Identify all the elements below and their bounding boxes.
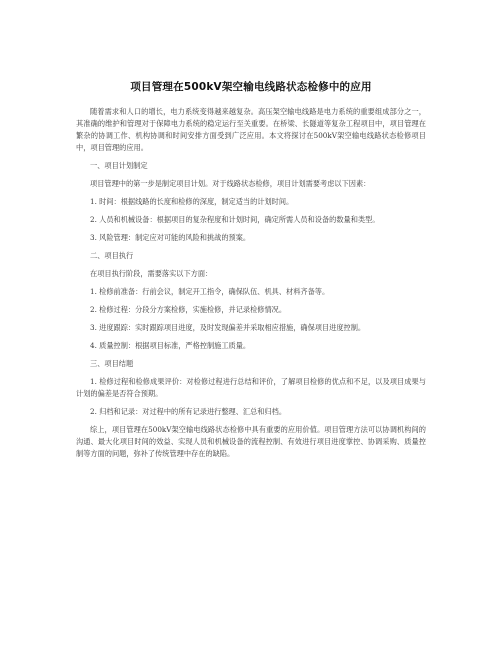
plan-item-risk: 3. 风险管理：制定应对可能的风险和挑战的预案。	[90, 233, 251, 242]
plan-item-resources: 2. 人员和机械设备：根据项目的复杂程度和计划时间，确定所需人员和设备的数量和类型。	[90, 215, 380, 224]
section-heading-plan: 一、项目计划制定	[90, 161, 148, 170]
execution-item-quality: 4. 质量控制：根据项目标准，严格控制施工质量。	[90, 341, 251, 350]
conclusion-paragraph: 综上，项目管理在500kV架空输电线路状态检修中具有重要的应用价值。项目管理方法可以协调机构间的沟通、最大化项目时间的效益、实现人员和机械设备的流程控制、有效进行项目进度掌控、协调采购、质量控制等方面的问题，弥补了传统管理中存在的缺陷。	[76, 425, 426, 458]
section-plan-intro: 项目管理中的第一步是制定项目计划。对于线路状态检修，项目计划需要考虑以下因素：	[90, 179, 371, 188]
execution-item-process: 2. 检修过程：分段分方案检修，实施检修，并记录检修情况。	[90, 305, 287, 314]
intro-paragraph: 随着需求和人口的增长，电力系统变得越来越复杂。高压架空输电线路是电力系统的重要组成部分之一，其准确的维护和管理对于保障电力系统的稳定运行至关重要。在桥梁、长隧道等复杂工程项目中，项目管理在繁杂的协调工作、机构协调和时间安排方面受到广泛应用。本文将探讨在500kV架空输电线路状态检修项目中，项目管理的应用。	[76, 107, 426, 152]
section-heading-execution: 二、项目执行	[90, 251, 134, 260]
section-execution-intro: 在项目执行阶段，需要落实以下方面：	[90, 269, 213, 278]
execution-item-progress: 3. 进度跟踪：实时跟踪项目进度，及时发现偏差并采取相应措施，确保项目进度控制。	[90, 323, 366, 332]
closure-item-archive: 2. 归档和记录：对过程中的所有记录进行整理、汇总和归档。	[90, 407, 287, 416]
execution-item-prep: 1. 检修前准备：行前会议，制定开工指令，确保队伍、机具、材料齐备等。	[90, 287, 330, 296]
section-heading-closure: 三、项目结题	[90, 359, 134, 368]
closure-item-evaluation: 1. 检修过程和检修成果评价：对检修过程进行总结和评价，了解项目检修的优点和不足，以及项目成果与计划的偏差是否符合预期。	[76, 377, 426, 398]
document-title: 项目管理在500kV架空输电线路状态检修中的应用	[130, 81, 372, 93]
document-body	[76, 106, 426, 466]
plan-item-time: 1. 时间：根据线路的长度和检修的深度，制定适当的计划时间。	[90, 197, 294, 206]
